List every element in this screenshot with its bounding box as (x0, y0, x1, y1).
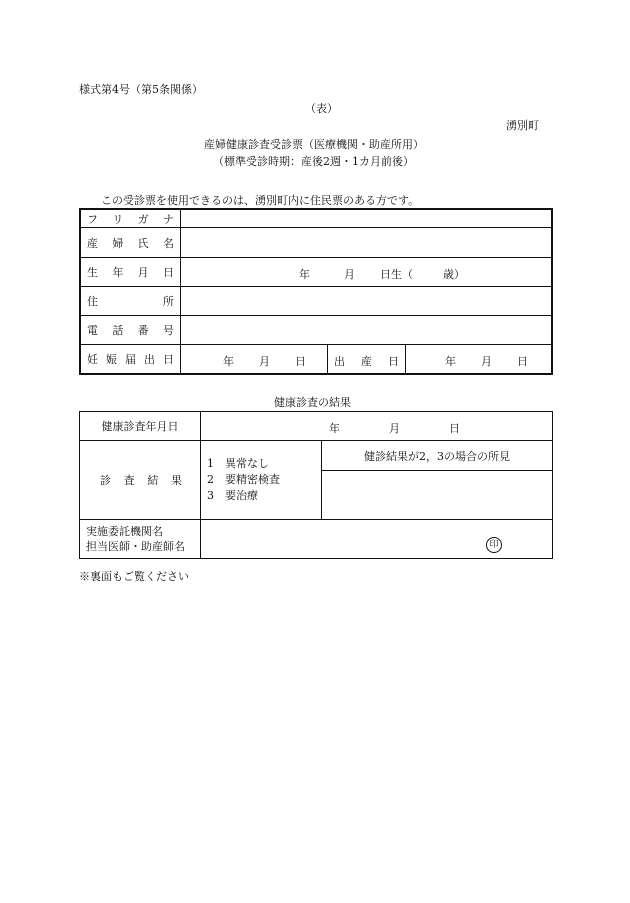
pregnancy-date-field[interactable] (181, 345, 327, 373)
address-field[interactable] (181, 287, 553, 316)
findings-label: 健診結果が2，3の場合の所見 (322, 441, 553, 471)
form-subtitle: （標準受診時期：産後2週・1カ月前後） (213, 155, 414, 168)
findings-field[interactable] (322, 471, 553, 520)
exam-month-unit: 月 (389, 422, 400, 435)
pregnancy-label-cell (80, 345, 181, 375)
preg-day-unit: 日 (295, 355, 306, 368)
birth-year-unit: 年 (299, 268, 310, 281)
pregnancy-delivery-row (181, 345, 553, 375)
result-option-detailed-exam[interactable]: 2 要精密検査 (207, 473, 280, 486)
result-option-normal[interactable]: 1 異常なし (207, 457, 269, 470)
birth-label: 生 年 月 日 (87, 266, 174, 279)
phone-label: 電 話 番 号 (87, 324, 174, 337)
deliv-month-unit: 月 (481, 355, 492, 368)
eligibility-notice: この受診票を使用できるのは、湧別町内に住民票のある方です。 (101, 194, 420, 207)
exam-year-unit: 年 (329, 422, 340, 435)
town-name: 湧別町 (506, 119, 539, 132)
delivery-label-cell (327, 345, 406, 373)
address-label: 住 所 (87, 295, 174, 308)
institution-field[interactable] (201, 520, 553, 559)
preg-year-unit: 年 (223, 355, 234, 368)
seal-mark: 印 (486, 537, 502, 553)
results-table (79, 411, 553, 559)
form-title: 産婦健康診査受診票（医療機関・助産所用） (204, 138, 424, 151)
birth-day-unit: 日生（ (380, 268, 413, 281)
birth-date-field[interactable] (181, 258, 553, 287)
name-label-cell (80, 228, 181, 258)
age-unit: 歳） (443, 268, 465, 281)
furigana-label: フ リ ガ ナ (87, 212, 174, 226)
phone-label-cell (80, 316, 181, 345)
birth-label-cell (80, 258, 181, 287)
name-field[interactable] (181, 228, 553, 258)
furigana-label-cell (80, 209, 181, 228)
results-section-title: 健康診査の結果 (274, 396, 351, 409)
phone-field[interactable] (181, 316, 553, 345)
exam-date-field[interactable] (201, 412, 553, 441)
address-label-cell (80, 287, 181, 316)
birth-month-unit: 月 (344, 268, 355, 281)
result-options[interactable] (201, 441, 322, 520)
deliv-year-unit: 年 (445, 355, 456, 368)
furigana-field[interactable] (181, 209, 553, 228)
exam-day-unit: 日 (449, 422, 460, 435)
side-label: （表） (305, 102, 338, 115)
applicant-table (79, 208, 553, 375)
institution-label-cell (80, 520, 201, 559)
institution-label: 実施委託機関名 (86, 525, 163, 538)
preg-month-unit: 月 (259, 355, 270, 368)
doctor-label: 担当医師・助産師名 (86, 540, 185, 553)
result-label-cell (80, 441, 201, 520)
result-option-treatment[interactable]: 3 要治療 (207, 489, 258, 502)
name-label: 産 婦 氏 名 (87, 236, 174, 250)
form-number: 様式第4号（第5条関係） (79, 83, 203, 96)
delivery-label: 出 産 日 (334, 355, 399, 368)
deliv-day-unit: 日 (517, 355, 528, 368)
delivery-date-field[interactable] (405, 345, 553, 373)
pregnancy-label: 妊 娠 届 出 日 (87, 353, 174, 366)
back-side-note: ※裏面もご覧ください (79, 570, 189, 583)
result-label: 診 査 結 果 (100, 474, 182, 487)
exam-date-label: 健康診査年月日 (80, 412, 201, 441)
